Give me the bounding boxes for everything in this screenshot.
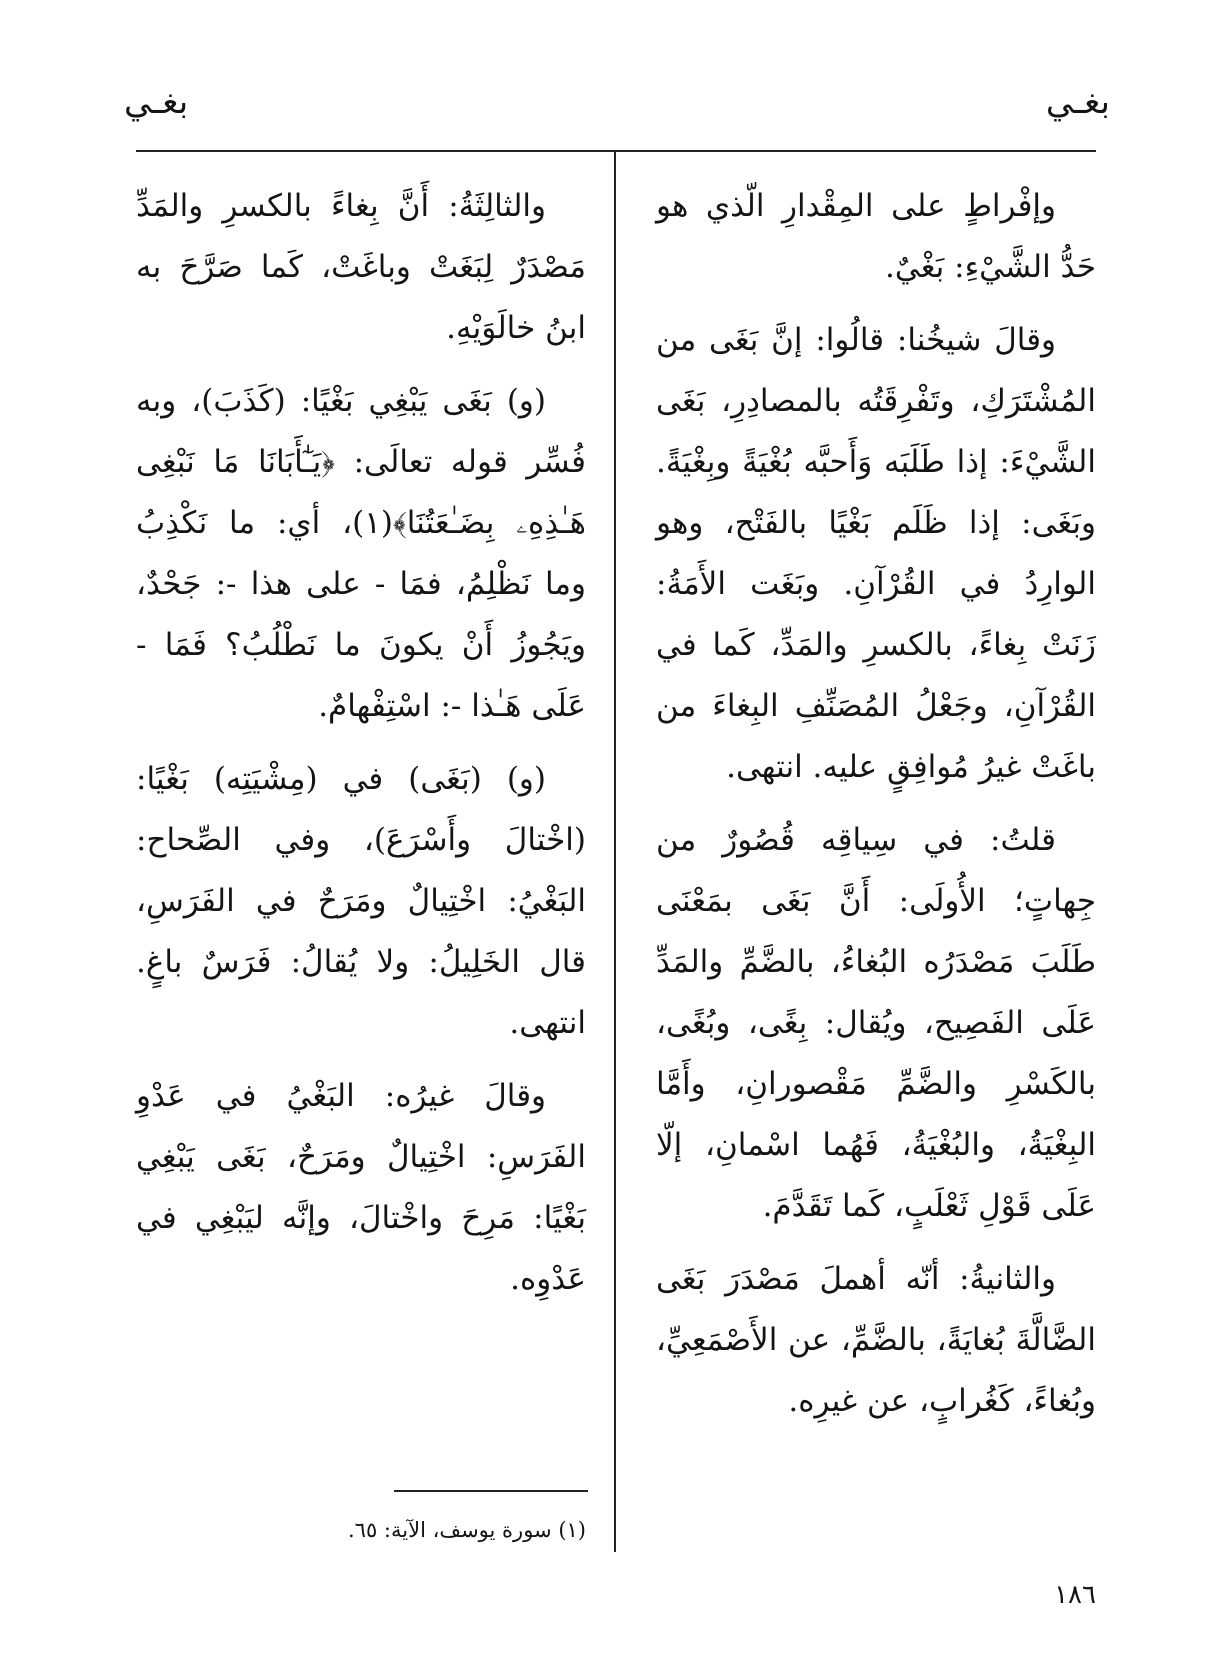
paragraph: (و) بَغَى يَبْغِي بَغْيًا: (كَذَبَ)، وبه فُسِّر قوله تعالَى: ﴿يَـٰٓأَبَانَا مَا نَبْغِى هَـٰذِهِۦ بِضَـٰعَتُنَا﴾(١)، أي: ما نَكْذِبُ وما نَظْلِمُ، فمَا - على هذا -: جَحْدٌ، ويَجُوزُ أَنْ يكونَ ما نَطْلُبُ؟ فَمَا - عَلَى هَـٰذا -: اسْتِفْهامٌ. bbox=[136, 383, 586, 724]
running-header-right: بغـي bbox=[1045, 82, 1110, 122]
paragraph: وإفْراطٍ على المِقْدارِ الّذي هو حَدُّ الشَّيْءِ: بَغْيٌ. bbox=[656, 188, 1096, 285]
running-header-left: بغـي bbox=[124, 82, 189, 122]
right-column bbox=[656, 176, 1096, 1444]
header-rule bbox=[136, 150, 1096, 152]
paragraph: والثالِثَةُ: أَنَّ بِغاءً بالكسرِ والمَدِّ مَصْدَرٌ لِبَغَتْ وباغَتْ، كَما صَرَّحَ به ابنُ خالَوَيْهِ. bbox=[136, 188, 586, 346]
footnote: (١) سورة يوسف، الآية: ٦٥. bbox=[347, 1518, 586, 1542]
paragraph: قلتُ: في سِياقِه قُصُورٌ من جِهاتٍ؛ الأُولَى: أَنَّ بَغَى بمَعْنَى طَلَبَ مَصْدَرُه البُغاءُ، بالضَّمِّ والمَدِّ عَلَى الفَصِيح، ويُقال: بِغًى، وبُغًى، بالكَسْرِ والضَّمِّ مَقْصورانِ، وأَمَّا البِغْيَةُ، والبُغْيَةُ، فَهُما اسْمانِ، إلّا عَلَى قَوْلِ ثَعْلَبٍ، كَما تَقَدَّمَ. bbox=[656, 822, 1096, 1224]
column-divider bbox=[614, 152, 616, 1552]
paragraph: وقالَ غيرُه: البَغْيُ في عَدْوِ الفَرَسِ: اخْتِيالٌ ومَرَحٌ، بَغَى يَبْغِي بَغْيًا: مَرِحَ واخْتالَ، وإنَّه ليَبْغِي في عَدْوِه. bbox=[136, 1078, 586, 1297]
footnote-rule bbox=[394, 1490, 588, 1492]
left-column bbox=[136, 176, 586, 1322]
paragraph: وقالَ شيخُنا: قالُوا: إنَّ بَغَى من المُشْتَرَكِ، وتَفْرِقَتُه بالمصادِرِ، بَغَى الشَّيْءَ: إذا طَلَبَه وَأَحبَّه بُغْيَةً وبِغْيَةً. وبَغَى: إذا ظَلَم بَغْيًا بالفَتْح، وهو الوارِدُ في القُرْآنِ. وبَغَت الأَمَةُ: زَنَتْ بِغاءً، بالكسرِ والمَدِّ، كَما في القُرْآنِ، وجَعْلُ المُصَنِّفِ البِغاءَ من باغَتْ غيرُ مُوافِقٍ عليه. انتهى. bbox=[656, 322, 1096, 785]
paragraph: والثانيةُ: أنّه أهملَ مَصْدَرَ بَغَى الضَّالَّةَ بُغايَةً، بالضَّمِّ، عن الأَصْمَعِيِّ، وبُغاءً، كَغُرابٍ، عن غيرِه. bbox=[656, 1261, 1096, 1419]
paragraph: (و) (بَغَى) في (مِشْيَتِه) بَغْيًا: (اخْتالَ وأَسْرَعَ)، وفي الصِّحاح: البَغْيُ: اخْتِيالٌ ومَرَحٌ في الفَرَسِ، قال الخَلِيلُ: ولا يُقالُ: فَرَسٌ باغٍ. انتهى. bbox=[136, 761, 586, 1041]
page-number: ١٨٦ bbox=[1054, 1580, 1096, 1610]
